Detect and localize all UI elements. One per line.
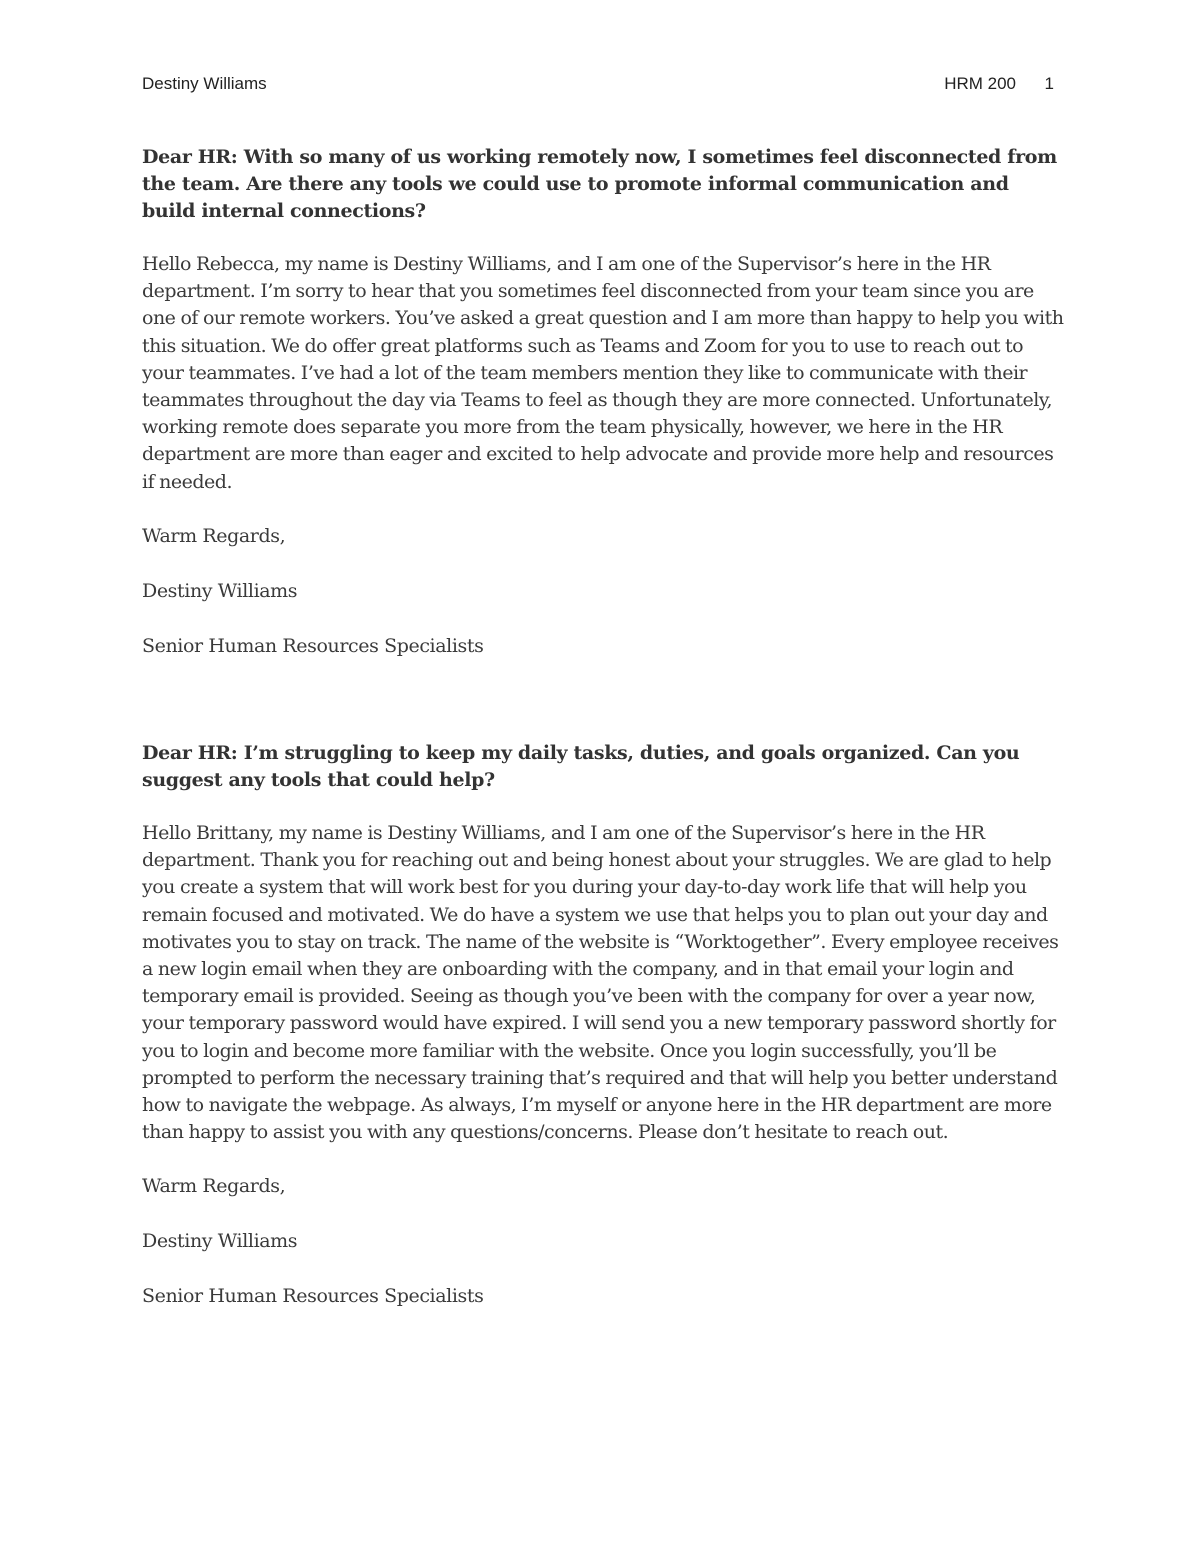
letter-2-body: Hello Brittany, my name is Destiny Williams, and I am one of the Supervisor’s here in the HR department. Thank you for reaching out and being honest about your struggles. We are glad to help you create a system that will work best for you during your day-to-day work life that will help you remain focused and motivated. We do have a system we use that helps you to plan out your day and motivates you to stay on track. The name of the website is “Worktogether”. Every employee receives a new login email when they are onboarding with the company, and in that email your login and temporary email is provided. Seeing as though you’ve been with the company for over a year now, your temporary password would have expired. I will send you a new temporary password shortly for you to login and become more familiar with the website. Once you login successfully, you’ll be prompted to perform the necessary training that’s required and that will help you better understand how to navigate the webpage. As always, I’m myself or anyone here in the HR department are more than happy to assist you with any questions/concerns. Please don’t hesitate to reach out. [142, 822, 1059, 1144]
letter-2-question: Dear HR: I’m struggling to keep my daily tasks, duties, and goals organized. Can you suggest any tools that could help? [142, 742, 1020, 791]
letter-2 [142, 740, 1066, 1337]
letter-2-signature-name: Destiny Williams [142, 1230, 298, 1253]
letter-1-body: Hello Rebecca, my name is Destiny Williams, and I am one of the Supervisor’s here in the HR department. I’m sorry to hear that you sometimes feel disconnected from your team since you are one of our remote workers. You’ve asked a great question and I am more than happy to help you with this situation. We do offer great platforms such as Teams and Zoom for you to use to reach out to your teammates. I’ve had a lot of the team members mention they like to communicate with their teammates throughout the day via Teams to feel as though they are more connected. Unfortunately, working remote does separate you more from the team physically, however, we here in the HR department are more than eager and excited to help advocate and provide more help and resources if needed. [142, 253, 1064, 493]
letter-1-signature-title: Senior Human Resources Specialists [142, 634, 484, 657]
header-author: Destiny Williams [142, 74, 267, 93]
page-header [142, 74, 1058, 98]
letter-1-closing: Warm Regards, [142, 524, 286, 547]
letter-2-signature-title: Senior Human Resources Specialists [142, 1285, 484, 1308]
header-page-number: 1 [1044, 74, 1054, 93]
letter-1-signature-name: Destiny Williams [142, 579, 298, 602]
letter-2-closing: Warm Regards, [142, 1175, 286, 1198]
header-course: HRM 200 [944, 74, 1016, 93]
letter-1 [142, 144, 1066, 687]
letter-1-question: Dear HR: With so many of us working remotely now, I sometimes feel disconnected from the team. Are there any tools we could use to promote informal communication and build internal connections? [142, 146, 1057, 222]
